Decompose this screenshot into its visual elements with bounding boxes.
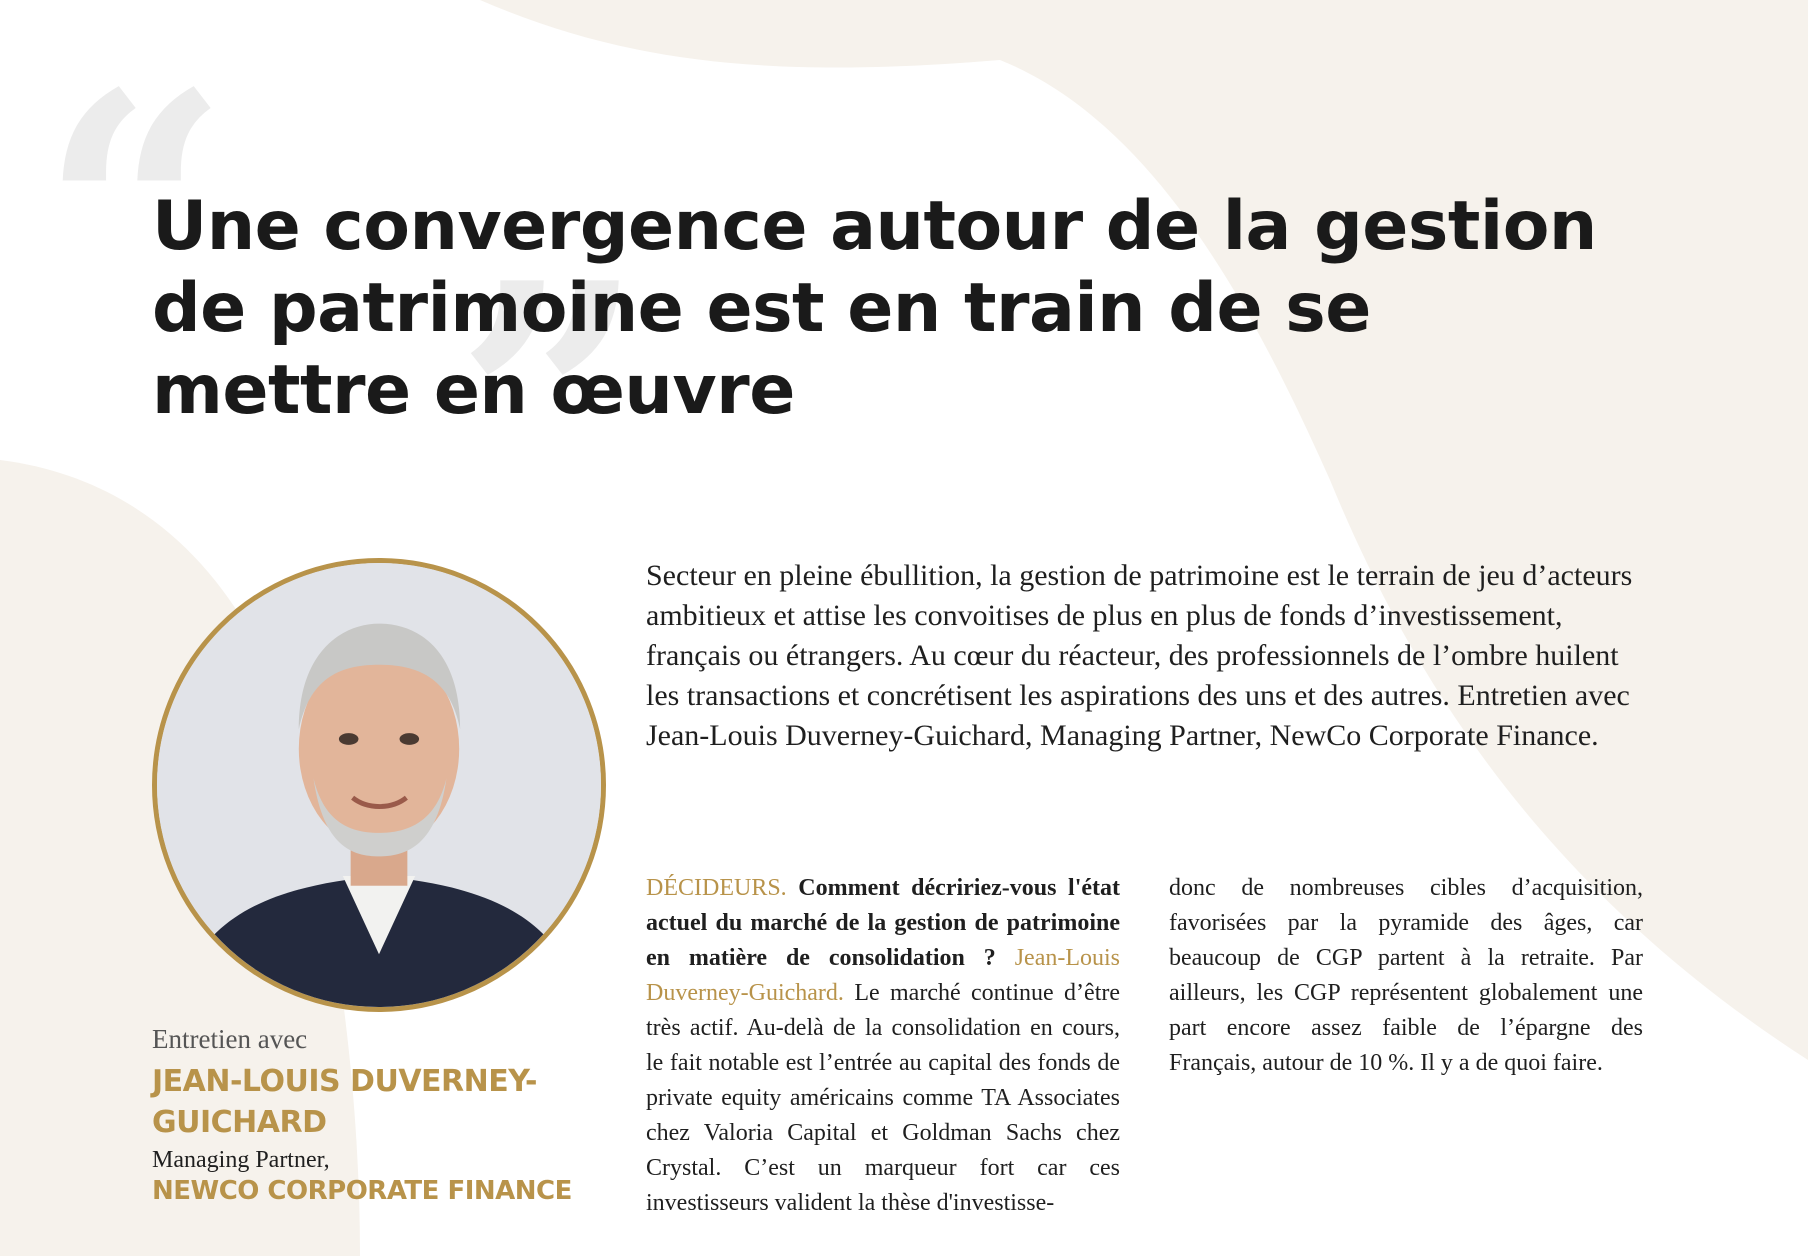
portrait-photo [152, 558, 606, 1012]
interview-question: Comment décririez-vous l'état actuel du marché de la gestion de patrimoine en matière de consolidation ? [646, 875, 1121, 971]
open-quote-mark: “ [40, 21, 230, 409]
body-column-left [646, 871, 1120, 1221]
portrait-illustration [157, 563, 601, 1007]
interviewer-label: DÉCIDEURS. [646, 875, 787, 901]
caption-intro: Entretien avec [152, 1024, 308, 1054]
close-quote-mark: ” [455, 211, 645, 599]
headline: Une convergence autour de la gestion de patrimoine est en train de se mettre en œuvre [152, 187, 1597, 430]
interview-answer: Le marché continue d’être très actif. Au-delà de la consolidation en cours, le fait notable est l’entrée au capital des fonds de private equity américains comme TA Associates chez Valoria Capital et Goldman Sachs chez Crystal. C’est un marqueur fort car ces investisseurs valident la thèse d'investisse- [646, 980, 1120, 1216]
answerer-label: Jean-Louis Duverney-Guichard. [646, 945, 1121, 1006]
lead-paragraph: Secteur en pleine ébullition, la gestion de patrimoine est le terrain de jeu d’acteurs ambitieux et attise les convoitises de plus en plus de fonds d’investissement, français ou étrangers. Au cœur du réacteur, des professionnels de l’ombre huilent les transactions et concrétisent les aspirations des uns et des autres. Entretien avec Jean-Louis Duverney-Guichard, Managing Partner, NewCo Corporate Finance. [646, 559, 1633, 752]
interviewee-role: Managing Partner, [152, 1147, 330, 1174]
caption [152, 1022, 612, 1209]
body-column-right: donc de nombreuses cibles d’acquisition, favorisées par la pyramide des âges, car beaucoup de CGP partent à la retraite. Par ailleurs, les CGP représentent globalement une part encore assez faible de l’épargne des Français, autour de 10 %. Il y a de quoi faire. [1169, 875, 1643, 1076]
interviewee-company: NEWCO CORPORATE FINANCE [152, 1176, 572, 1207]
interviewee-name: JEAN-LOUIS DUVERNEY-GUICHARD [152, 1064, 537, 1141]
